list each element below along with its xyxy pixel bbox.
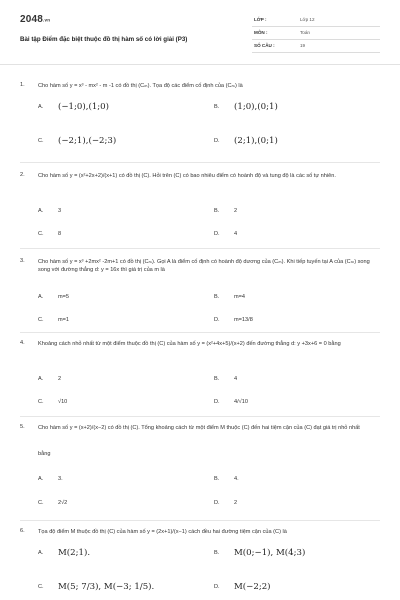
document-header [20,14,380,62]
option-label: B. [214,550,220,556]
option-label: D. [214,138,220,144]
meta-value: Lớp 12 [300,17,315,22]
option-value: 2 [58,376,62,382]
option-value: 3. [58,476,63,482]
question-2 [20,172,380,242]
option-label: D. [214,500,220,506]
question-number: 6. [20,528,25,534]
meta-row-count [252,40,380,53]
brand-suffix: .vn [43,17,51,23]
option-value: M(0;−1), M(4;3) [234,548,306,558]
option-label: D. [214,231,220,237]
option-value: (2;1),(0;1) [234,136,278,146]
option-label: A. [38,104,44,110]
question-divider [20,520,380,521]
question-6 [20,528,380,598]
option-value: 4 [234,376,238,382]
option-value: 8 [58,231,62,237]
question-text: Khoảng cách nhỏ nhất từ một điểm thuộc đồ thị (C) của hàm số y = (x²+4x+5)/(x+2) đến đường thẳng d: y +3x+6 = 0 bằng [38,341,341,347]
option-value: (−2;1),(−2;3) [58,136,117,146]
option-label: B. [214,208,220,214]
option-label: A. [38,476,44,482]
question-4 [20,340,380,412]
option-label: B. [214,104,220,110]
question-number: 2. [20,172,25,178]
option-value: M(5; 7/3), M(−3; 1/5). [58,582,155,592]
option-value: (1;0),(0;1) [234,102,278,112]
question-divider [20,332,380,333]
meta-value: 19 [300,43,306,48]
option-label: D. [214,399,220,405]
option-label: D. [214,584,220,590]
question-divider [20,162,380,163]
option-label: A. [38,550,44,556]
question-1 [20,82,380,154]
question-divider [20,416,380,417]
meta-row-class [252,14,380,27]
option-value: m=1 [58,317,70,323]
question-text: Cho hàm số y = x³ +2mx² -2m+1 có đồ thị (Cₘ). Gọi A là điểm cố định có hoành độ dương của (Cₘ). Khi tiếp tuyến tại A của (Cₘ) song song với đường thẳng d: y = 16x thì giá trị của m là [38,259,370,274]
option-value: m=5 [58,294,70,300]
meta-key: LỚP : [254,17,267,22]
option-value: 2 [234,208,238,214]
option-label: B. [214,294,220,300]
question-text-continued: bằng [38,451,51,457]
option-label: A. [38,376,44,382]
option-label: C. [38,399,44,405]
option-label: C. [38,584,44,590]
option-value: 2 [234,500,238,506]
question-number: 1. [20,82,25,88]
meta-key: SỐ CÂU : [254,43,275,48]
option-value: m=4 [234,294,246,300]
question-number: 3. [20,258,25,264]
question-text: Cho hàm số y = (x+2)/(x−2) có đồ thị (C). Tổng khoảng cách từ một điểm M thuộc (C) đến hai tiệm cận của (C) đạt giá trị nhỏ nhất [38,425,360,431]
option-label: B. [214,376,220,382]
option-label: A. [38,208,44,214]
question-text: Cho hàm số y = x³ - mx² - m -1 có đồ thị (Cₘ). Tọa độ các điểm cố định của (Cₘ) là [38,83,243,89]
brand-name: 2048 [20,14,44,25]
option-value: 4. [234,476,239,482]
option-value: 3 [58,208,62,214]
option-label: A. [38,294,44,300]
document-title: Bài tập Điểm đặc biệt thuộc đồ thị hàm số có lời giải (P3) [20,36,188,43]
option-label: C. [38,500,44,506]
option-label: D. [214,317,220,323]
option-label: C. [38,138,44,144]
option-label: C. [38,317,44,323]
question-3 [20,258,380,334]
question-divider [20,248,380,249]
question-text: Cho hàm số y = (x²+2x+2)/(x+1) có đồ thị (C). Hỏi trên (C) có bao nhiêu điểm có hoành độ và tung độ là các số tự nhiên. [38,173,336,179]
brand-logo[interactable] [20,14,50,25]
meta-row-subject [252,27,380,40]
question-number: 5. [20,424,25,430]
option-label: C. [38,231,44,237]
question-5 [20,424,380,516]
question-text: Tọa độ điểm M thuộc đồ thị (C) của hàm số y = (2x+1)/(x−1) cách đều hai đường tiệm cận của (C) là [38,529,287,535]
meta-table [252,14,380,53]
option-value: (−1;0),(1;0) [58,102,110,112]
option-value: M(−2;2) [234,582,271,592]
option-value: M(2;1). [58,548,91,558]
question-number: 4. [20,340,25,346]
option-value: 2√2 [58,500,68,506]
option-label: B. [214,476,220,482]
option-value: √10 [58,399,68,405]
option-value: 4 [234,231,238,237]
meta-key: MÔN : [254,30,268,35]
header-divider [0,64,400,65]
meta-value: Toán [300,30,310,35]
option-value: 4/√10 [234,399,248,405]
option-value: m=13/8 [234,317,253,323]
